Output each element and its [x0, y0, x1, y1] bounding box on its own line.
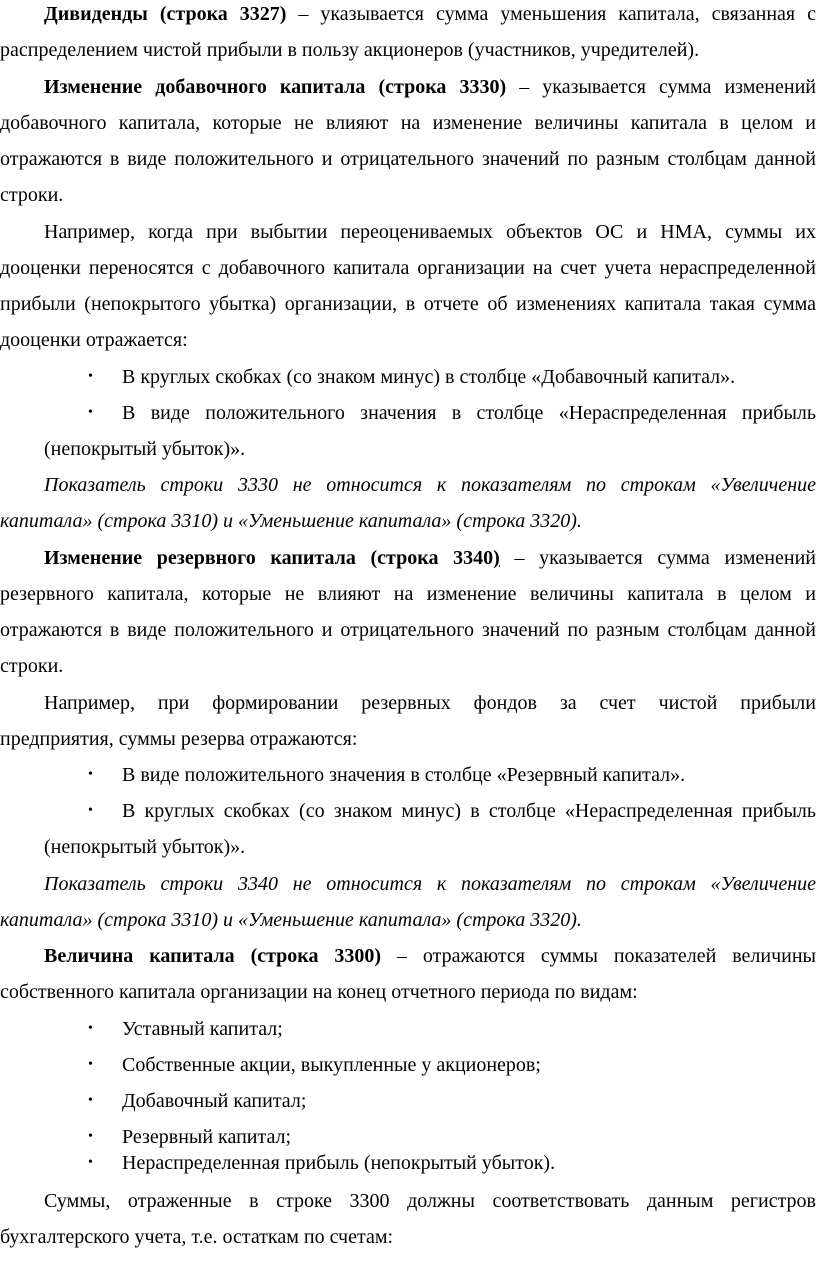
- paragraph-example-1-line-1: Например, когда при выбытии переоцениваемых объектов ОС и НМА, суммы их: [44, 221, 816, 243]
- paragraph-dividends-line-2: распределением чистой прибыли в пользу акционеров (участников, учредителей).: [0, 39, 700, 61]
- paragraph-dividends-line-1: Дивиденды (строка 3327) – указывается сумма уменьшения капитала, связанная с: [44, 3, 816, 25]
- paragraph-capital-value-line-2: собственного капитала организации на конец отчетного периода по видам:: [0, 981, 638, 1003]
- heading-reserve-capital: Изменение резервного капитала (строка 3340): [44, 547, 500, 569]
- paragraph-additional-capital-line-2: добавочного капитала, которые не влияют на изменение величины капитала в целом и: [0, 112, 816, 134]
- list-item: • Добавочный капитал;: [88, 1090, 307, 1112]
- paragraph-example-1-line-4: дооценки отражается:: [0, 329, 188, 351]
- note-3330-line-1: Показатель строки 3330 не относится к показателям по строкам «Увеличение: [44, 474, 816, 496]
- note-3330-line-2: капитала» (строка 3310) и «Уменьшение капитала» (строка 3320).: [0, 510, 582, 532]
- paragraph-additional-capital-line-3: отражаются в виде положительного и отрицательного значений по разным столбцам данной: [0, 148, 816, 170]
- paragraph-reserve-capital-line-3: отражаются в виде положительного и отрицательного значений по разным столбцам данной: [0, 619, 816, 641]
- paragraph-capital-value-line-1: Величина капитала (строка 3300) – отражаются суммы показателей величины: [44, 945, 816, 967]
- note-3340-line-2: капитала» (строка 3310) и «Уменьшение капитала» (строка 3320).: [0, 909, 582, 931]
- list-item: • Уставный капитал;: [88, 1018, 283, 1040]
- paragraph-sums-line-2: бухгалтерского учета, т.е. остаткам по счетам:: [0, 1226, 394, 1248]
- paragraph-reserve-capital-line-2: резервного капитала, которые не влияют на изменение величины капитала в целом и: [0, 583, 816, 605]
- paragraph-additional-capital-line-4: строки.: [0, 184, 64, 206]
- paragraph-example-1-line-3: прибыли (непокрытого убытка) организации, в отчете об изменениях капитала такая сумма: [0, 293, 816, 315]
- list-item: • Резервный капитал;: [88, 1126, 292, 1148]
- heading-capital-value: Величина капитала (строка 3300): [44, 945, 382, 967]
- heading-additional-capital: Изменение добавочного капитала (строка 3330): [44, 76, 507, 98]
- paragraph-reserve-capital-line-4: строки.: [0, 655, 64, 677]
- note-3340-line-1: Показатель строки 3340 не относится к показателям по строкам «Увеличение: [44, 873, 816, 895]
- list-item: • В круглых скобках (со знаком минус) в столбце «Добавочный капитал».: [88, 366, 736, 388]
- list-item: • В виде положительного значения в столбце «Резервный капитал».: [88, 764, 686, 786]
- list-item: • В круглых скобках (со знаком минус) в столбце «Нераспределенная прибыль: [88, 800, 816, 822]
- list-item: • Нераспределенная прибыль (непокрытый убыток).: [88, 1152, 556, 1174]
- list-item-continuation: (непокрытый убыток)».: [44, 836, 246, 858]
- paragraph-example-2-line-2: предприятия, суммы резерва отражаются:: [0, 728, 358, 750]
- heading-dividends: Дивиденды (строка 3327): [44, 3, 287, 25]
- paragraph-additional-capital-line-1: Изменение добавочного капитала (строка 3330) – указывается сумма изменений: [44, 76, 816, 98]
- list-item: • В виде положительного значения в столбце «Нераспределенная прибыль: [88, 402, 816, 424]
- paragraph-example-1-line-2: дооценки переносятся с добавочного капитала организации на счет учета нераспределенной: [0, 257, 816, 279]
- paragraph-reserve-capital-line-1: Изменение резервного капитала (строка 3340) – указывается сумма изменений: [44, 547, 816, 569]
- paragraph-sums-line-1: Суммы, отраженные в строке 3300 должны соответствовать данным регистров: [44, 1190, 816, 1212]
- list-item: • Собственные акции, выкупленные у акционеров;: [88, 1054, 541, 1076]
- list-item-continuation: (непокрытый убыток)».: [44, 438, 246, 460]
- paragraph-example-2-line-1: Например, при формировании резервных фондов за счет чистой прибыли: [44, 692, 816, 714]
